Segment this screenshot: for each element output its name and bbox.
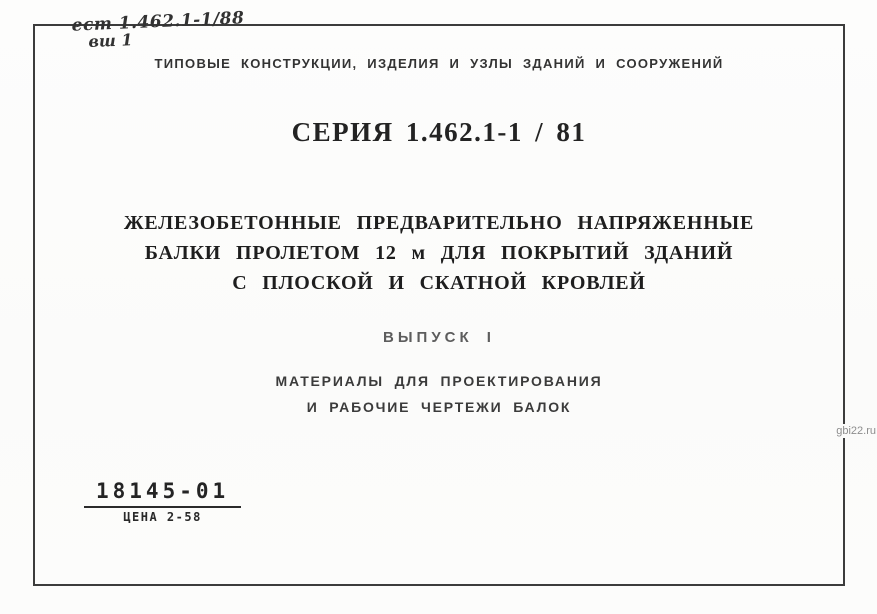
price-label: ЦЕНА 2-58 (123, 510, 202, 524)
catalog-number: 18145-01 (84, 479, 241, 508)
subtitle-line-2: И РАБОЧИЕ ЧЕРТЕЖИ БАЛОК (306, 399, 572, 415)
series-title: СЕРИЯ 1.462.1-1 / 81 (291, 117, 587, 147)
handwritten-stamp-note: вш 1 (88, 30, 133, 52)
subtitle (33, 368, 845, 420)
main-title (33, 208, 845, 298)
document-header: ТИПОВЫЕ КОНСТРУКЦИИ, ИЗДЕЛИЯ И УЗЛЫ ЗДАНИЙ И СООРУЖЕНИЙ (154, 56, 724, 71)
main-title-line-1: ЖЕЛЕЗОБЕТОННЫЕ ПРЕДВАРИТЕЛЬНО НАПРЯЖЕННЫЕ (123, 212, 755, 234)
main-title-line-2: БАЛКИ ПРОЛЕТОМ 12 м ДЛЯ ПОКРЫТИЙ ЗДАНИЙ (144, 242, 734, 264)
watermark: gbi22.ru (836, 425, 876, 437)
handwritten-stamp-reference: ест 1.462.1-1/88 (71, 8, 245, 36)
issue-label: ВЫПУСК I (383, 329, 495, 346)
main-title-line-3: С ПЛОСКОЙ И СКАТНОЙ КРОВЛЕЙ (232, 272, 646, 294)
catalog-block (84, 479, 241, 524)
subtitle-line-1: МАТЕРИАЛЫ ДЛЯ ПРОЕКТИРОВАНИЯ (275, 373, 603, 389)
